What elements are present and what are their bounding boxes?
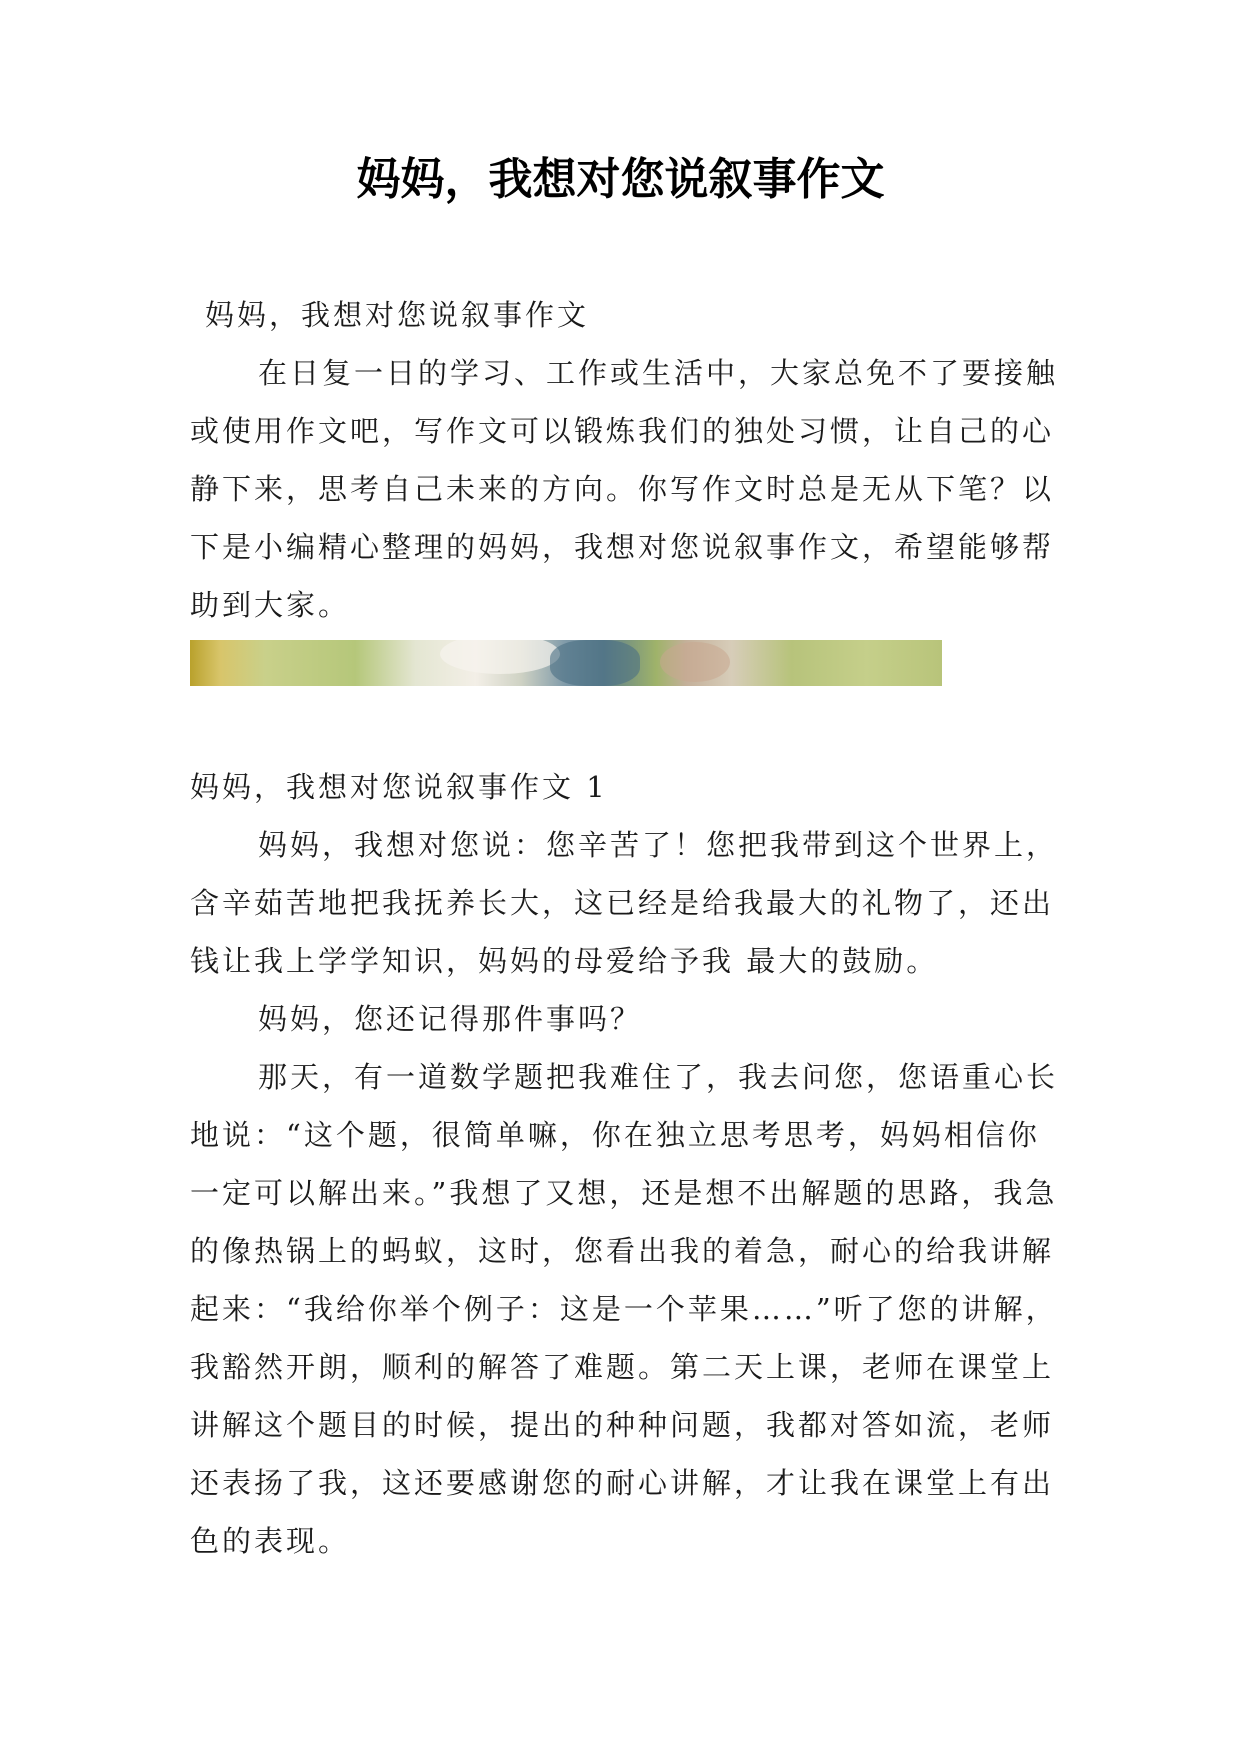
body-paragraph-1: 妈妈，我想对您说：您辛苦了！您把我带到这个世界上，含辛茹苦地把我抚养长大，这已经是给我最大的礼物了，还出钱让我上学学知识，妈妈的母爱给予我 最大的鼓励。 (190, 828, 1059, 978)
body-paragraph-3: 那天，有一道数学题把我难住了，我去问您，您语重心长地说：“这个题，很简单嘛，你在独立思考思考，妈妈相信你一定可以解出来。”我想了又想，还是想不出解题的思路，我急的像热锅上的蚂蚁，这时，您看出我的着急，耐心的给我讲解起来：“我给你举个例子：这是一个苹果……”听了您的讲解，我豁然开朗，顺利的解答了难题。第二天上课，老师在课堂上讲解这个题目的时候，提出的种种问题，我都对答如流，老师还表扬了我，这还要感谢您的耐心讲解，才让我在课堂上有出色的表现。 (190, 1060, 1059, 1558)
intro-heading: 妈妈，我想对您说叙事作文 (205, 298, 590, 332)
photo-shape-hand (660, 642, 730, 682)
article-photo (190, 640, 942, 686)
photo-shape-blue (550, 640, 640, 686)
body-paragraph-2: 妈妈，您还记得那件事吗？ (258, 1002, 643, 1036)
article-body (190, 286, 1060, 1570)
intro-paragraph: 在日复一日的学习、工作或生活中，大家总免不了要接触或使用作文吧，写作文可以锻炼我们的独处习惯，让自己的心静下来，思考自己未来的方向。你写作文时总是无从下笔？以下是小编精心整理的妈妈，我想对您说叙事作文，希望能够帮助到大家。 (190, 356, 1059, 622)
photo-highlight (440, 640, 560, 674)
section-heading: 妈妈，我想对您说叙事作文 1 (190, 770, 608, 804)
page-title: 妈妈，我想对您说叙事作文 (356, 154, 885, 205)
